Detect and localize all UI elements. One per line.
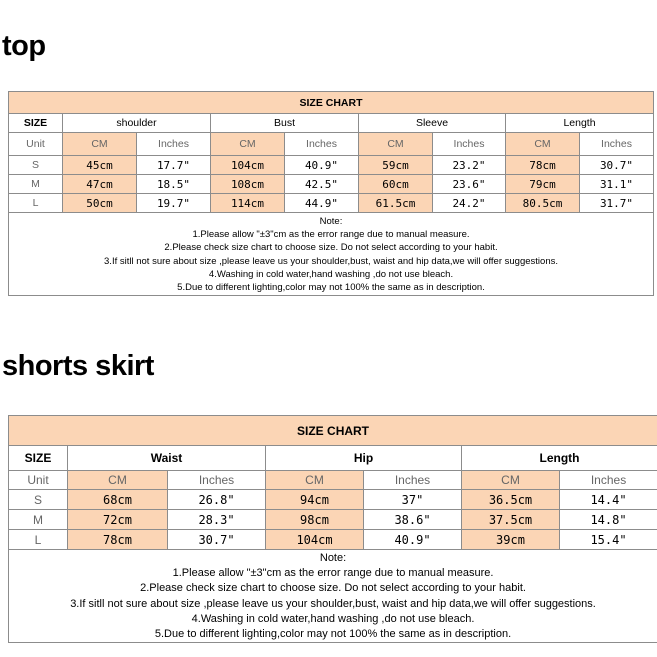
inches-header: Inches xyxy=(433,133,506,156)
inches-value: 30.7" xyxy=(168,530,266,550)
note-heading: Note: xyxy=(319,552,347,564)
inches-value: 38.6" xyxy=(364,510,462,530)
column-header-waist: Waist xyxy=(68,446,266,471)
cm-header: CM xyxy=(266,471,364,490)
table-row xyxy=(9,156,654,175)
inches-value: 42.5" xyxy=(285,175,359,194)
top-size-chart-table xyxy=(8,91,654,296)
inches-value: 26.8" xyxy=(168,490,266,510)
cm-header: CM xyxy=(211,133,285,156)
note-line: 5.Due to different lighting,color may not 100% the same as in description. xyxy=(177,282,485,294)
cm-value: 72cm xyxy=(68,510,168,530)
table-row xyxy=(9,490,657,510)
cm-header: CM xyxy=(63,133,137,156)
column-header-hip: Hip xyxy=(266,446,462,471)
notes-box xyxy=(9,550,657,643)
inches-value: 14.4" xyxy=(560,490,657,510)
inches-header: Inches xyxy=(285,133,359,156)
inches-value: 40.9" xyxy=(364,530,462,550)
inches-value: 15.4" xyxy=(560,530,657,550)
inches-value: 40.9" xyxy=(285,156,359,175)
cm-value: 78cm xyxy=(506,156,580,175)
inches-value: 23.2" xyxy=(433,156,506,175)
size-cell: S xyxy=(9,490,68,510)
note-line: 4.Washing in cold water,hand washing ,do not use bleach. xyxy=(191,612,475,625)
note-line: 3.If sitll not sure about size ,please leave us your shoulder,bust, waist and hip data,we will offer suggestions. xyxy=(104,255,558,267)
cm-value: 80.5cm xyxy=(506,194,580,213)
column-header-shoulder: shoulder xyxy=(63,114,211,133)
inches-value: 24.2" xyxy=(433,194,506,213)
note-heading: Note: xyxy=(319,215,343,227)
table-row xyxy=(9,530,657,550)
unit-label: Unit xyxy=(9,133,63,156)
inches-value: 18.5" xyxy=(137,175,211,194)
size-label: SIZE xyxy=(9,114,63,133)
size-cell: M xyxy=(9,175,63,194)
cm-header: CM xyxy=(506,133,580,156)
size-cell: L xyxy=(9,194,63,213)
unit-label: Unit xyxy=(9,471,68,490)
cm-value: 108cm xyxy=(211,175,285,194)
inches-header: Inches xyxy=(168,471,266,490)
cm-header: CM xyxy=(462,471,560,490)
cm-header: CM xyxy=(359,133,433,156)
size-chart-title: SIZE CHART xyxy=(9,416,657,446)
cm-value: 104cm xyxy=(211,156,285,175)
column-header-length: Length xyxy=(462,446,657,471)
inches-value: 31.7" xyxy=(580,194,654,213)
inches-value: 30.7" xyxy=(580,156,654,175)
cm-value: 61.5cm xyxy=(359,194,433,213)
note-line: 1.Please allow "±3"cm as the error range due to manual measure. xyxy=(192,228,470,240)
inches-value: 31.1" xyxy=(580,175,654,194)
cm-value: 94cm xyxy=(266,490,364,510)
shorts-skirt-section-title: shorts skirt xyxy=(2,350,154,382)
table-row xyxy=(9,194,654,213)
cm-value: 37.5cm xyxy=(462,510,560,530)
inches-header: Inches xyxy=(560,471,657,490)
cm-value: 45cm xyxy=(63,156,137,175)
note-line: 5.Due to different lighting,color may not 100% the same as in description. xyxy=(154,628,512,641)
note-line: 2.Please check size chart to choose size. Do not select according to your habit. xyxy=(164,242,498,254)
size-label: SIZE xyxy=(9,446,68,471)
table-row xyxy=(9,510,657,530)
inches-header: Inches xyxy=(137,133,211,156)
cm-value: 98cm xyxy=(266,510,364,530)
table-row xyxy=(9,175,654,194)
inches-value: 37" xyxy=(364,490,462,510)
shorts-skirt-size-chart-table xyxy=(8,415,657,643)
inches-value: 17.7" xyxy=(137,156,211,175)
note-line: 3.If sitll not sure about size ,please leave us your shoulder,bust, waist and hip data,we will offer suggestions. xyxy=(70,597,596,610)
cm-value: 79cm xyxy=(506,175,580,194)
size-cell: M xyxy=(9,510,68,530)
note-line: 2.Please check size chart to choose size. Do not select according to your habit. xyxy=(140,582,526,595)
cm-value: 68cm xyxy=(68,490,168,510)
column-header-sleeve: Sleeve xyxy=(359,114,506,133)
inches-value: 28.3" xyxy=(168,510,266,530)
notes-box xyxy=(9,213,654,296)
column-header-length: Length xyxy=(506,114,654,133)
cm-value: 78cm xyxy=(68,530,168,550)
inches-header: Inches xyxy=(580,133,654,156)
note-line: 4.Washing in cold water,hand washing ,do not use bleach. xyxy=(208,268,454,280)
inches-value: 44.9" xyxy=(285,194,359,213)
cm-value: 50cm xyxy=(63,194,137,213)
cm-value: 60cm xyxy=(359,175,433,194)
cm-value: 59cm xyxy=(359,156,433,175)
size-cell: L xyxy=(9,530,68,550)
column-header-bust: Bust xyxy=(211,114,359,133)
note-line: 1.Please allow "±3"cm as the error range due to manual measure. xyxy=(172,567,494,580)
inches-value: 19.7" xyxy=(137,194,211,213)
cm-value: 114cm xyxy=(211,194,285,213)
size-cell: S xyxy=(9,156,63,175)
inches-value: 23.6" xyxy=(433,175,506,194)
inches-header: Inches xyxy=(364,471,462,490)
cm-value: 36.5cm xyxy=(462,490,560,510)
cm-value: 47cm xyxy=(63,175,137,194)
size-chart-title: SIZE CHART xyxy=(9,92,654,114)
top-section-title: top xyxy=(2,30,46,62)
inches-value: 14.8" xyxy=(560,510,657,530)
cm-value: 104cm xyxy=(266,530,364,550)
cm-value: 39cm xyxy=(462,530,560,550)
cm-header: CM xyxy=(68,471,168,490)
